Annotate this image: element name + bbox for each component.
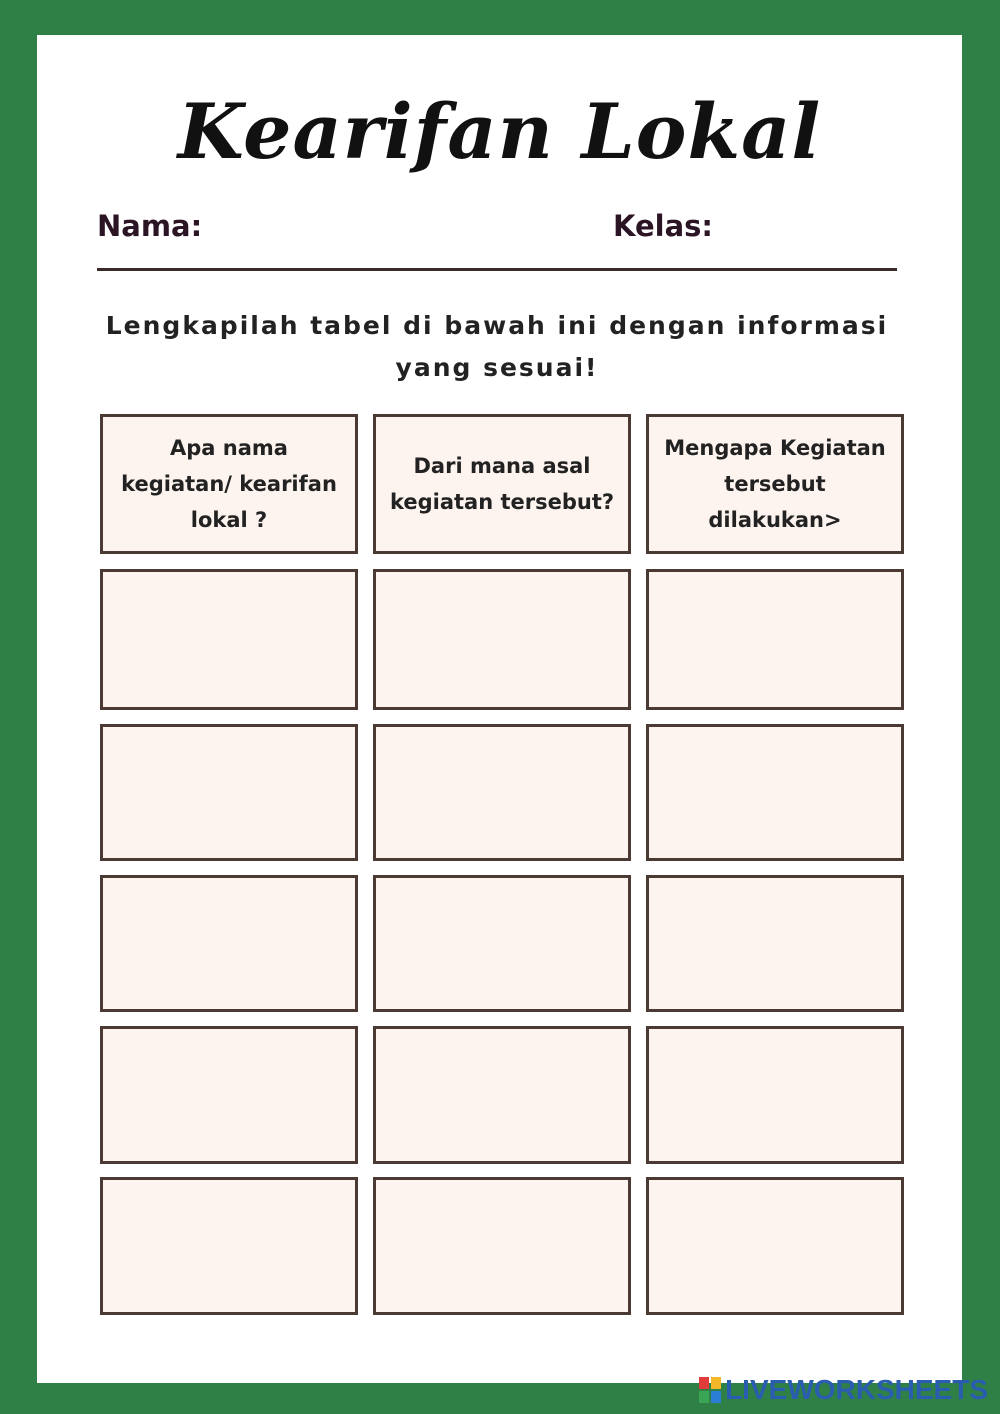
instruction-text: Lengkapilah tabel di bawah ini dengan informasi yang sesuai! (105, 311, 889, 382)
answer-cell-r1-c2[interactable] (373, 569, 631, 710)
answer-cell-r3-c1[interactable] (100, 875, 358, 1012)
answer-cell-r4-c1[interactable] (100, 1026, 358, 1164)
answer-cell-r4-c3[interactable] (646, 1026, 904, 1164)
answer-cell-r2-c2[interactable] (373, 724, 631, 861)
answer-cell-r2-c3[interactable] (646, 724, 904, 861)
worksheet-page (37, 35, 962, 1383)
answer-cell-r1-c1[interactable] (100, 569, 358, 710)
kelas-label: Kelas: (613, 209, 713, 243)
answer-cell-r4-c2[interactable] (373, 1026, 631, 1164)
name-class-underline (97, 268, 897, 271)
answer-cell-r5-c2[interactable] (373, 1177, 631, 1315)
table-header-reason: Mengapa Kegiatan tersebut dilakukan> (646, 414, 904, 554)
nama-label: Nama: (97, 209, 203, 243)
liveworksheets-logo-icon (699, 1377, 721, 1403)
answer-cell-r5-c3[interactable] (646, 1177, 904, 1315)
answer-cell-r2-c1[interactable] (100, 724, 358, 861)
page-title: Kearifan Lokal (177, 87, 822, 176)
liveworksheets-brand (699, 1372, 988, 1408)
answer-cell-r3-c2[interactable] (373, 875, 631, 1012)
table-header-activity: Apa nama kegiatan/ kearifan lokal ? (100, 414, 358, 554)
brand-name: LIVEWORKSHEETS (725, 1374, 988, 1405)
answer-cell-r5-c1[interactable] (100, 1177, 358, 1315)
table-header-origin: Dari mana asal kegiatan tersebut? (373, 414, 631, 554)
answer-cell-r1-c3[interactable] (646, 569, 904, 710)
answer-cell-r3-c3[interactable] (646, 875, 904, 1012)
